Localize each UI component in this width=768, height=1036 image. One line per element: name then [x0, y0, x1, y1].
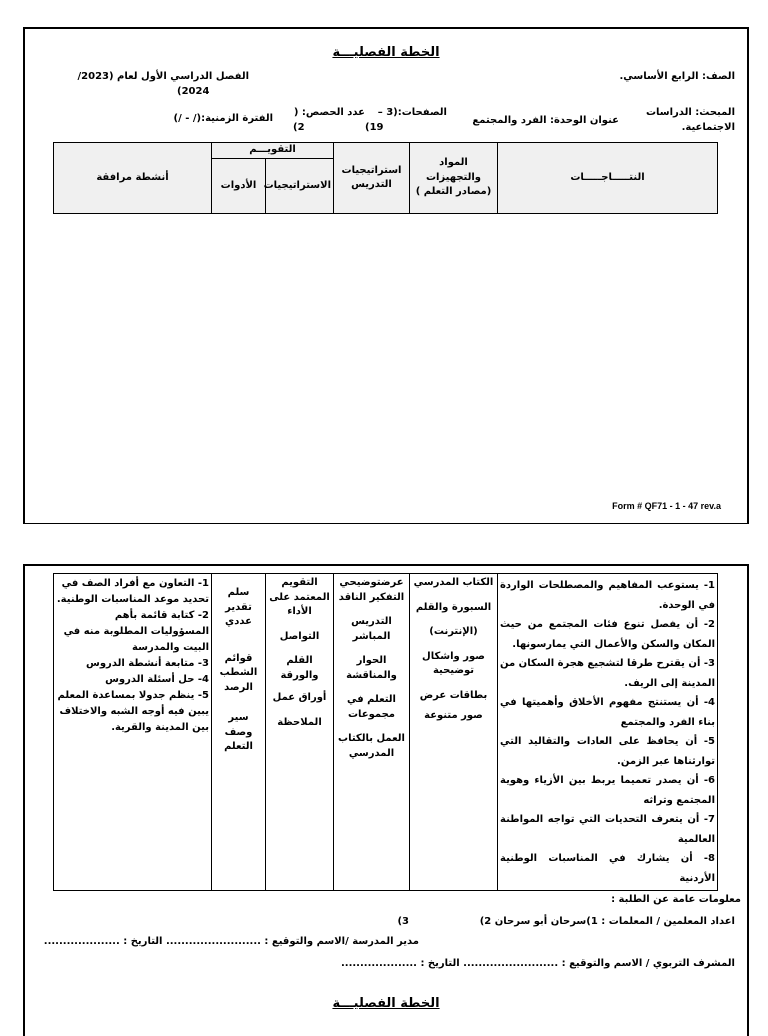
- eval-tool-item: قوائم الشطب الرصد: [219, 652, 258, 693]
- outcome-item: 3- أن يقترح طرقا لتشجيع هجرة السكان من المدينة إلى الريف.: [500, 658, 715, 689]
- materials-header: المواد والتجهيزات (مصادر التعلم ): [410, 143, 498, 214]
- subject-label: المبحث: الدراسات الاجتماعية.: [645, 107, 735, 133]
- teaching-item: التفكير الناقد: [338, 591, 405, 603]
- students-info-label: معلومات عامة عن الطلبة :: [611, 894, 741, 905]
- activity-item: 4- حل أسئلة الدروس: [105, 674, 209, 685]
- pages-label: الصفحات:(3 – 19): [365, 107, 447, 133]
- eval-strategy-item: أوراق عمل: [272, 692, 327, 703]
- next-page-title: الخطة الفصليـــة: [332, 996, 440, 1011]
- eval-strategies-header: الاستراتيجيات: [266, 159, 334, 214]
- outcome-item: 7- أن يتعرف التحديات التي تواجه المواطنة العالمية: [500, 814, 715, 845]
- material-item: (الإنترنت): [429, 626, 478, 637]
- material-item: صور متنوعة: [424, 710, 483, 721]
- plan-page-2: [23, 564, 749, 1036]
- eval-tool-item: سير وصف التعلم: [224, 712, 253, 752]
- periods-label: عدد الحصص: ( 2): [293, 107, 365, 133]
- outcome-item: 4- أن يستنتج مفهوم الأخلاق وأهميتها في بناء الفرد والمجتمع: [500, 697, 715, 728]
- outcome-item: 6- أن يصدر تعميما يربط بين الأزياء وهوية المجتمع وتراثه: [500, 775, 715, 806]
- page-gap: [0, 524, 768, 564]
- outcome-item: 8- أن يشارك في المناسبات الوطنية الأردنية: [500, 853, 715, 884]
- prepared-by-label: اعداد المعلمين / المعلمات : 1)سرحان أبو سرحان 2): [479, 916, 735, 927]
- outcomes-header: النتـــــاجـــــات: [498, 143, 718, 214]
- material-item: السبورة والقلم: [415, 601, 492, 613]
- page-title: الخطة الفصليـــة: [332, 45, 440, 60]
- outcome-item: 1- يستوعب المفاهيم والمصطلحات الواردة في الوحدة.: [500, 580, 715, 611]
- eval-tools-cell: [212, 574, 266, 891]
- teaching-item: عرضتوضيحي: [339, 577, 404, 588]
- eval-strategy-item: التواصل: [279, 630, 320, 642]
- activity-item: 5- ينظم جدولا بمساعدة المعلم يبين فيه أوجه الشبه والاختلاف بين المدينة والقرية.: [57, 690, 209, 733]
- eval-strategy-item: التقويم المعتمد على الأداء: [269, 577, 330, 617]
- grade-label: الصف: الرابع الأساسي.: [619, 71, 735, 82]
- outcomes-cell: [498, 574, 718, 891]
- eval-tool-item: سلم تقدير عددي: [225, 587, 252, 627]
- activity-item: 3- متابعة أنشطة الدروس: [86, 658, 209, 669]
- activities-cell: [54, 574, 212, 891]
- prepared-by-3: 3): [397, 916, 409, 927]
- principal-signature: مدير المدرسة /الاسم والتوقيع : ......................... التاريخ : ....................: [43, 936, 419, 947]
- outcome-item: 5- أن يحافظ على العادات والتقاليد التي توارثناها عبر الزمن.: [500, 736, 715, 767]
- teaching-item: التدريس المباشر: [351, 616, 392, 642]
- eval-strategies-cell: [266, 574, 334, 891]
- plan-page-1: [23, 27, 749, 525]
- teaching-item: الحوار والمناقشة: [346, 655, 397, 681]
- material-item: بطاقات عرض: [419, 689, 488, 701]
- form-number: Form # QF71 - 1 - 47 rev.a: [612, 501, 721, 511]
- teaching-cell: [334, 574, 410, 891]
- unit-title: عنوان الوحدة: الفرد والمجتمع: [472, 115, 619, 126]
- outcome-item: 2- أن يفصل تنوع فئات المجتمع من حيث المكان والسكن والأعمال التي يمارسونها.: [500, 619, 715, 650]
- plan-table-body: [53, 573, 718, 891]
- activities-header: أنشطة مرافقة: [54, 143, 212, 214]
- materials-cell: [410, 574, 498, 891]
- eval-tools-header: الأدوات: [212, 159, 266, 214]
- eval-strategy-item: الملاحظة: [277, 716, 322, 728]
- activity-item: 2- كتابة قائمة بأهم المسؤوليات المطلوبة منه في البيت والمدرسة: [63, 610, 209, 653]
- evaluation-header: التقويـــم: [212, 143, 334, 159]
- activity-item: 1- التعاون مع أفراد الصف في تحديد موعد المناسبات الوطنية.: [56, 578, 209, 605]
- material-item: الكتاب المدرسي: [413, 577, 494, 588]
- eval-strategy-item: القلم والورقة: [280, 655, 319, 681]
- semester-label: الفصل الدراسي الأول لعام (2023/ 2024): [77, 71, 249, 97]
- teaching-item: العمل بالكتاب المدرسي: [338, 733, 405, 759]
- supervisor-signature: المشرف التربوي / الاسم والتوقيع : ......................... التاريخ : ....................: [340, 958, 735, 969]
- plan-table-header: [53, 142, 718, 214]
- material-item: صور واشكال توضيحية: [422, 650, 485, 676]
- teaching-header: استراتيجيات التدريس: [334, 143, 410, 214]
- teaching-item: التعلم في مجموعات: [347, 694, 396, 720]
- timeframe-label: الفترة الزمنية:(/ - /): [173, 113, 273, 124]
